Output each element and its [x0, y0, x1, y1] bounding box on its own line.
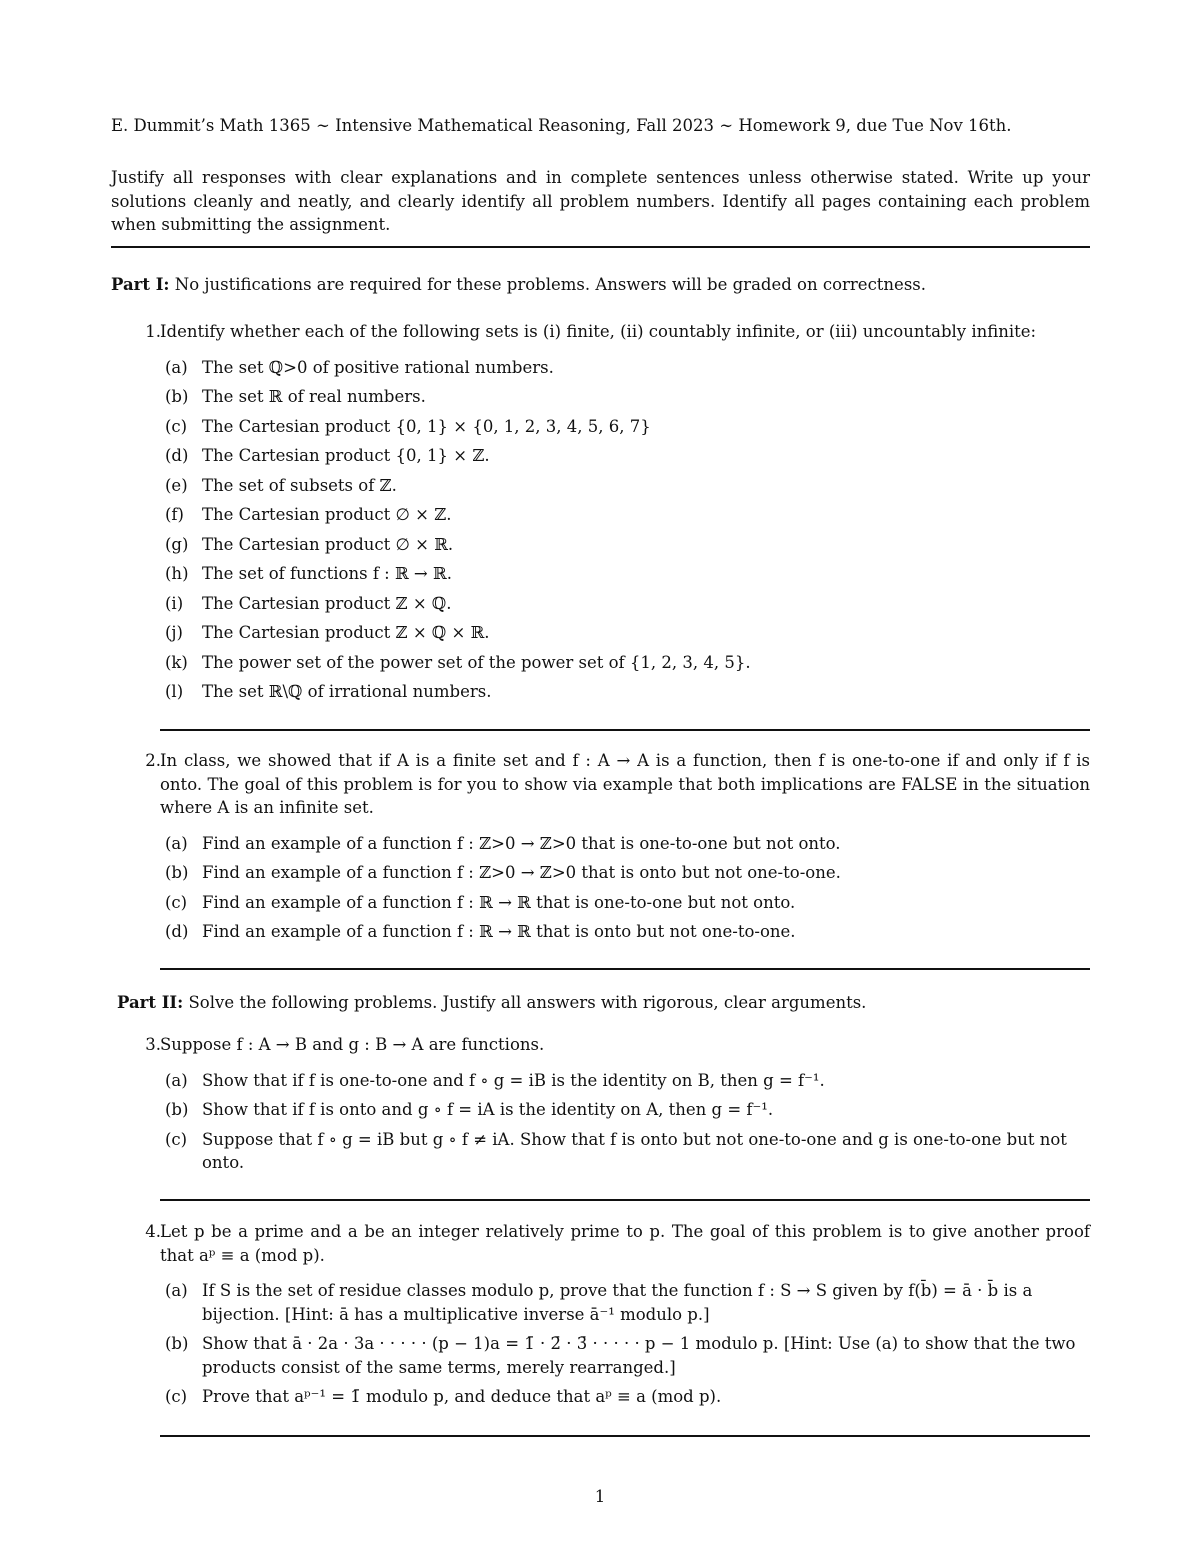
subpart-text: Prove that aᵖ⁻¹ = 1̄ modulo p, and deduce that aᵖ ≡ a (mod p). — [202, 1387, 722, 1406]
subpart-text: The Cartesian product {0, 1} × {0, 1, 2, 3, 4, 5, 6, 7} — [202, 416, 651, 436]
subpart-item — [165, 385, 1090, 409]
subpart-label: (h) — [165, 564, 189, 583]
subpart-label: (c) — [165, 892, 188, 912]
problem-divider — [160, 729, 1090, 731]
subpart-item — [165, 562, 1090, 586]
subpart-item — [165, 1098, 1090, 1122]
subpart-text: Find an example of a function f : ℝ → ℝ that is one-to-one but not onto. — [202, 892, 796, 912]
subpart-text: The set ℝ\ℚ of irrational numbers. — [202, 682, 492, 701]
subpart-label: (k) — [165, 652, 188, 672]
problem-4 — [111, 1220, 1090, 1415]
subpart-list — [111, 1279, 1090, 1409]
subpart-item — [165, 1128, 1090, 1175]
problem-1 — [111, 320, 1090, 710]
subpart-item — [165, 444, 1090, 468]
subpart-item — [165, 474, 1090, 498]
problem-2 — [111, 749, 1090, 950]
subpart-label: (a) — [165, 357, 188, 377]
subpart-item — [165, 1279, 1090, 1326]
part-2-text: Solve the following problems. Justify all answers with rigorous, clear arguments. — [188, 993, 867, 1012]
problem-number: 3. — [145, 1035, 161, 1054]
subpart-list — [111, 832, 1090, 944]
document-header: E. Dummit’s Math 1365 ∼ Intensive Mathematical Reasoning, Fall 2023 ∼ Homework 9, due Tue Nov 16th. — [111, 116, 1012, 135]
subpart-label: (d) — [165, 446, 189, 465]
subpart-text: Show that if f is onto and g ∘ f = iA is the identity on A, then g = f⁻¹. — [202, 1100, 774, 1119]
subpart-text: Suppose that f ∘ g = iB but g ∘ f ≠ iA. Show that f is onto but not one-to-one and g is one-to-one but not onto. — [202, 1129, 1067, 1172]
subpart-item — [165, 1332, 1090, 1379]
subpart-text: Find an example of a function f : ℤ>0 → ℤ>0 that is onto but not one-to-one. — [202, 863, 841, 882]
problem-number: 4. — [145, 1222, 161, 1241]
subpart-text: Find an example of a function f : ℝ → ℝ that is onto but not one-to-one. — [202, 922, 796, 941]
problem-3 — [111, 1033, 1090, 1181]
subpart-text: Show that ā · 2a · 3a · · · · · (p − 1)a = 1̄ · 2̄ · 3̄ · · · · · p − 1 modulo p. [Hint: Use (a) to show that the two products consist of the same terms, merely rearranged.] — [202, 1334, 1076, 1377]
subpart-label: (f) — [165, 505, 184, 524]
header-divider — [111, 246, 1090, 248]
part-1-label: Part I: — [111, 275, 170, 294]
subpart-label: (e) — [165, 475, 188, 495]
part-1-heading — [111, 273, 1090, 297]
subpart-text: The Cartesian product ∅ × ℝ. — [202, 534, 454, 554]
subpart-text: The set ℚ>0 of positive rational numbers. — [202, 357, 554, 377]
page-number: 1 — [594, 1487, 606, 1506]
subpart-label: (c) — [165, 1129, 188, 1149]
subpart-item — [165, 356, 1090, 380]
subpart-label: (j) — [165, 623, 183, 642]
problem-number: 2. — [145, 751, 161, 770]
subpart-label: (c) — [165, 1387, 188, 1406]
subpart-label: (c) — [165, 416, 188, 436]
subpart-item — [165, 651, 1090, 675]
subpart-item — [165, 621, 1090, 645]
subpart-item — [165, 680, 1090, 704]
problem-divider — [160, 1199, 1090, 1201]
subpart-label: (g) — [165, 534, 189, 554]
subpart-label: (d) — [165, 922, 189, 941]
subpart-label: (l) — [165, 682, 184, 701]
subpart-text: The set ℝ of real numbers. — [202, 387, 426, 406]
subpart-text: The Cartesian product ∅ × ℤ. — [202, 505, 452, 524]
problem-statement: In class, we showed that if A is a finite set and f : A → A is a function, then f is one-to-one if and only if f is onto. The goal of this problem is for you to show via example that both implications are FALSE in the situation where A is an infinite set. — [160, 751, 1090, 817]
subpart-list — [111, 1069, 1090, 1175]
instructions-paragraph: Justify all responses with clear explanations and in complete sentences unless otherwise stated. Write up your solutions cleanly and neatly, and clearly identify all problem numbers. Identify all pages containing each problem when submitting the assignment. — [111, 168, 1090, 234]
problem-statement: Suppose f : A → B and g : B → A are functions. — [160, 1035, 545, 1054]
subpart-text: If S is the set of residue classes modulo p, prove that the function f : S → S given by f(b̄) = ā · b̄ is a bijection. [Hint: ā has a multiplicative inverse ā⁻¹ modulo p.] — [202, 1281, 1033, 1324]
problem-divider — [160, 1435, 1090, 1437]
subpart-text: The Cartesian product ℤ × ℚ × ℝ. — [202, 623, 490, 642]
problem-statement: Identify whether each of the following sets is (i) finite, (ii) countably infinite, or (iii) uncountably infinite: — [160, 322, 1037, 341]
part-2-label: Part II: — [117, 993, 184, 1012]
subpart-text: The Cartesian product {0, 1} × ℤ. — [202, 446, 490, 465]
subpart-item — [165, 1385, 1090, 1409]
subpart-item — [165, 920, 1090, 944]
subpart-text: The power set of the power set of the power set of {1, 2, 3, 4, 5}. — [202, 652, 751, 672]
subpart-text: The Cartesian product ℤ × ℚ. — [202, 593, 452, 613]
subpart-text: Show that if f is one-to-one and f ∘ g = iB is the identity on B, then g = f⁻¹. — [202, 1070, 825, 1090]
subpart-label: (b) — [165, 1100, 189, 1119]
subpart-item — [165, 1069, 1090, 1093]
subpart-item — [165, 592, 1090, 616]
subpart-label: (b) — [165, 1334, 189, 1353]
subpart-label: (a) — [165, 1070, 188, 1090]
subpart-item — [165, 832, 1090, 856]
part-1-text: No justifications are required for these problems. Answers will be graded on correctness. — [174, 275, 927, 294]
subpart-label: (b) — [165, 387, 189, 406]
subpart-text: The set of subsets of ℤ. — [202, 475, 397, 495]
subpart-label: (a) — [165, 833, 188, 853]
problem-number: 1. — [145, 322, 161, 341]
subpart-item — [165, 891, 1090, 915]
subpart-text: The set of functions f : ℝ → ℝ. — [202, 564, 452, 583]
subpart-list — [111, 356, 1090, 704]
subpart-item — [165, 533, 1090, 557]
subpart-label: (i) — [165, 593, 184, 613]
problem-statement: Let p be a prime and a be an integer relatively prime to p. The goal of this problem is to give another proof that aᵖ ≡ a (mod p). — [160, 1222, 1090, 1265]
subpart-text: Find an example of a function f : ℤ>0 → ℤ>0 that is one-to-one but not onto. — [202, 833, 841, 853]
subpart-item — [165, 503, 1090, 527]
subpart-label: (b) — [165, 863, 189, 882]
problem-divider — [160, 968, 1090, 970]
subpart-item — [165, 861, 1090, 885]
subpart-item — [165, 415, 1090, 439]
part-2-heading — [117, 991, 1096, 1015]
subpart-label: (a) — [165, 1281, 188, 1300]
